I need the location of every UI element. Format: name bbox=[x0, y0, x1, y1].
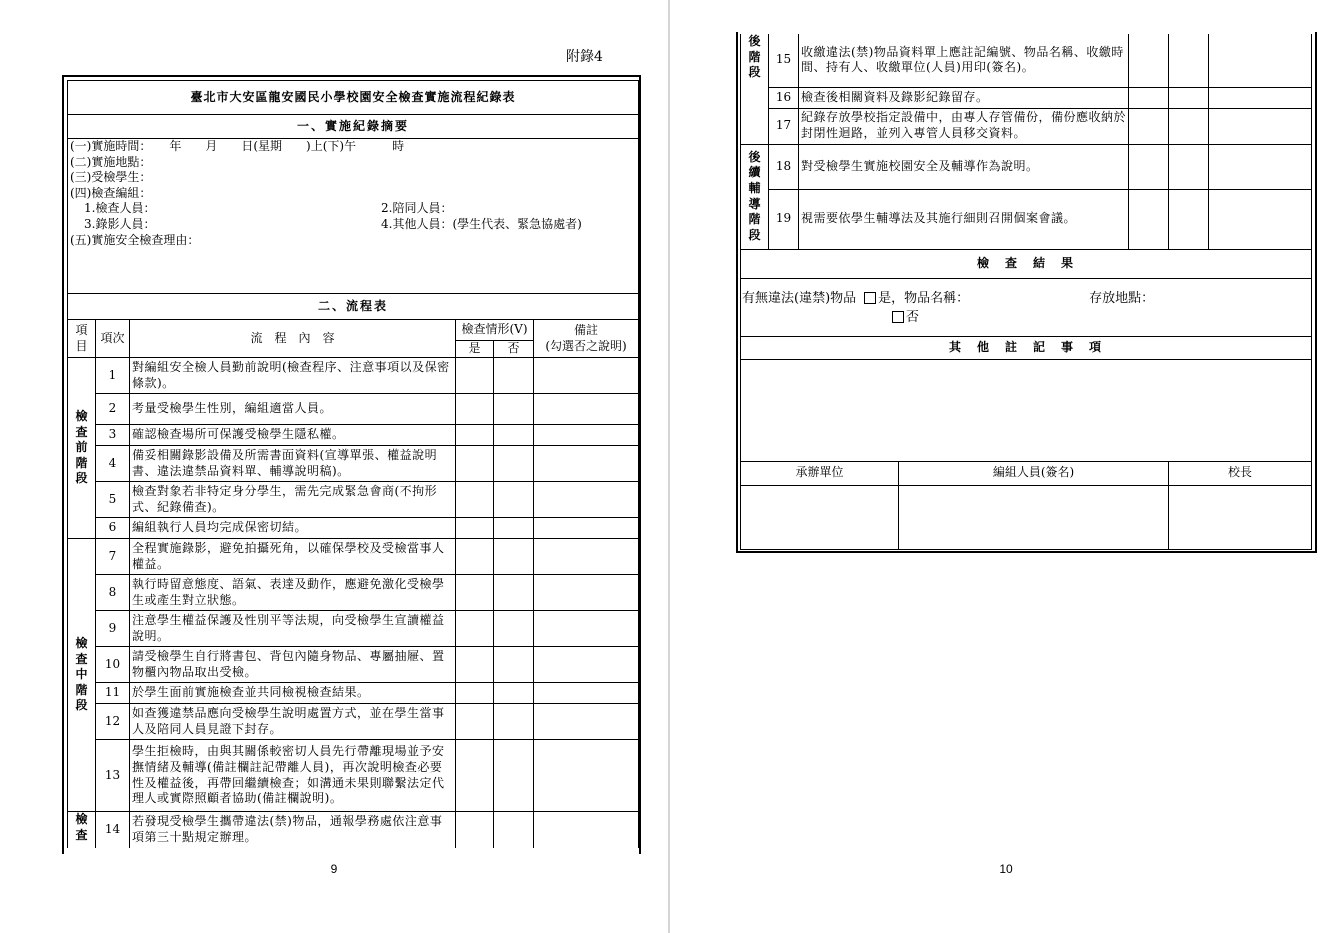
remark-cell[interactable] bbox=[534, 482, 639, 518]
check-yes-cell[interactable] bbox=[456, 518, 494, 539]
remark-cell[interactable] bbox=[534, 446, 639, 482]
header-remark: 備註 (勾選否之說明) bbox=[534, 320, 639, 358]
row-content: 編組執行人員均完成保密切結。 bbox=[130, 518, 456, 539]
row-content: 注意學生權益保護及性別平等法規，向受檢學生宣讀權益說明。 bbox=[130, 611, 456, 647]
row-content: 於學生面前實施檢查並共同檢視檢查結果。 bbox=[130, 683, 456, 704]
remark-cell[interactable] bbox=[1209, 34, 1312, 87]
check-no-cell[interactable] bbox=[1169, 34, 1209, 87]
check-yes-cell[interactable] bbox=[1129, 144, 1169, 189]
page-number-left: 9 bbox=[330, 862, 338, 876]
check-no-cell[interactable] bbox=[494, 683, 534, 704]
row-number: 7 bbox=[96, 539, 130, 575]
row-number: 15 bbox=[769, 34, 799, 87]
record-form-left bbox=[67, 80, 639, 848]
page-number-right: 10 bbox=[999, 862, 1013, 876]
check-no-cell[interactable] bbox=[494, 425, 534, 446]
info-companion: 2.陪同人員： bbox=[381, 201, 453, 216]
check-yes-cell[interactable] bbox=[456, 482, 494, 518]
row-number: 17 bbox=[769, 108, 799, 144]
check-no-cell[interactable] bbox=[1169, 189, 1209, 249]
row-content: 學生拒檢時，由與其關係較密切人員先行帶離現場並予安撫情緒及輔導(備註欄註記帶離人員)，再次說明檢查必要性及權益後，再帶回繼續檢查；如溝通未果則聯繫法定代理人或實際照顧者協助(備註欄說明)。 bbox=[130, 740, 456, 812]
row-content: 確認檢查場所可保護受檢學生隱私權。 bbox=[130, 425, 456, 446]
sign-unit-cell[interactable] bbox=[741, 485, 899, 549]
check-no-cell[interactable] bbox=[494, 575, 534, 611]
sign-members-cell[interactable] bbox=[899, 485, 1169, 549]
row-content: 對編組安全檢人員勤前說明(檢查程序、注意事項以及保密條款)。 bbox=[130, 358, 456, 394]
check-yes-cell[interactable] bbox=[456, 611, 494, 647]
row-content: 檢查後相關資料及錄影紀錄留存。 bbox=[799, 87, 1129, 108]
remark-cell[interactable] bbox=[534, 518, 639, 539]
check-yes-cell[interactable] bbox=[456, 425, 494, 446]
result-label: 有無違法(違禁)物品 bbox=[742, 290, 857, 306]
check-no-cell[interactable] bbox=[1169, 87, 1209, 108]
page-10 bbox=[670, 0, 1338, 933]
check-no-cell[interactable] bbox=[494, 446, 534, 482]
section1-title: 一、實施紀錄摘要 bbox=[68, 115, 639, 139]
result-block bbox=[741, 278, 1312, 336]
check-yes-cell[interactable] bbox=[456, 446, 494, 482]
info-other: 4.其他人員：(學生代表、緊急協處者) bbox=[381, 216, 582, 231]
row-content: 備妥相關錄影設備及所需書面資料(宣導單張、權益說明書、違法違禁品資料單、輔導說明稿)。 bbox=[130, 446, 456, 482]
check-yes-cell[interactable] bbox=[1129, 34, 1169, 87]
row-number: 9 bbox=[96, 611, 130, 647]
row-content: 收繳違法(禁)物品資料單上應註記編號、物品名稱、收繳時間、持有人、收繳單位(人員)用印(簽名)。 bbox=[799, 34, 1129, 87]
check-yes-cell[interactable] bbox=[456, 575, 494, 611]
row-content: 對受檢學生實施校園安全及輔導作為說明。 bbox=[799, 144, 1129, 189]
info-time: (一)實施時間： 年 月 日(星期 )上(下)午 時 bbox=[70, 139, 405, 153]
row-content: 若發現受檢學生攜帶違法(禁)物品，通報學務處依注意事項第三十點規定辦理。 bbox=[130, 812, 456, 848]
info-recorder: 3.錄影人員： bbox=[84, 216, 156, 231]
row-number: 4 bbox=[96, 446, 130, 482]
remark-cell[interactable] bbox=[1209, 189, 1312, 249]
result-storage: 存放地點： bbox=[1089, 290, 1155, 306]
header-content: 流 程 內 容 bbox=[130, 320, 456, 358]
check-no-cell[interactable] bbox=[494, 611, 534, 647]
row-number: 1 bbox=[96, 358, 130, 394]
result-yes-option[interactable]: 是，物品名稱： bbox=[864, 289, 969, 308]
remark-cell[interactable] bbox=[534, 394, 639, 425]
remark-cell[interactable] bbox=[1209, 144, 1312, 189]
row-number: 18 bbox=[769, 144, 799, 189]
check-no-cell[interactable] bbox=[1169, 144, 1209, 189]
check-no-cell[interactable] bbox=[494, 394, 534, 425]
row-number: 13 bbox=[96, 740, 130, 812]
check-no-cell[interactable] bbox=[494, 812, 534, 848]
check-no-cell[interactable] bbox=[1169, 108, 1209, 144]
remark-cell[interactable] bbox=[534, 611, 639, 647]
row-content: 考量受檢學生性別，編組適當人員。 bbox=[130, 394, 456, 425]
checkbox-no[interactable] bbox=[892, 311, 904, 323]
check-no-cell[interactable] bbox=[494, 647, 534, 683]
remark-cell[interactable] bbox=[534, 575, 639, 611]
row-number: 6 bbox=[96, 518, 130, 539]
sign-principal-label: 校長 bbox=[1169, 461, 1312, 485]
row-number: 19 bbox=[769, 189, 799, 249]
check-yes-cell[interactable] bbox=[456, 683, 494, 704]
check-no-cell[interactable] bbox=[494, 482, 534, 518]
remark-cell[interactable] bbox=[534, 425, 639, 446]
sign-unit-label: 承辦單位 bbox=[741, 461, 899, 485]
appendix-label: 附錄4 bbox=[566, 49, 603, 65]
row-number: 14 bbox=[96, 812, 130, 848]
remark-cell[interactable] bbox=[534, 704, 639, 740]
remark-cell[interactable] bbox=[534, 358, 639, 394]
result-title: 檢 查 結 果 bbox=[741, 249, 1312, 278]
row-content: 紀錄存放學校指定設備中，由專人存管備份，備份應收納於封閉性迴路，並列入專管人員移交資料。 bbox=[799, 108, 1129, 144]
check-yes-cell[interactable] bbox=[456, 358, 494, 394]
check-yes-cell[interactable] bbox=[456, 812, 494, 848]
summary-block bbox=[68, 139, 639, 294]
row-number: 10 bbox=[96, 647, 130, 683]
row-number: 8 bbox=[96, 575, 130, 611]
row-content: 如查獲違禁品應向受檢學生說明處置方式，並在學生當事人及陪同人員見證下封存。 bbox=[130, 704, 456, 740]
page-9 bbox=[0, 0, 668, 933]
check-no-cell[interactable] bbox=[494, 740, 534, 812]
check-yes-cell[interactable] bbox=[456, 647, 494, 683]
check-no-cell[interactable] bbox=[494, 518, 534, 539]
stage-post-top: 檢查 bbox=[68, 812, 96, 848]
row-number: 12 bbox=[96, 704, 130, 740]
row-content: 視需要依學生輔導法及其施行細則召開個案會議。 bbox=[799, 189, 1129, 249]
result-no-option[interactable]: 否 bbox=[742, 308, 1311, 327]
check-yes-cell[interactable] bbox=[1129, 189, 1169, 249]
stage-pre: 檢查前階段 bbox=[68, 358, 96, 539]
row-number: 5 bbox=[96, 482, 130, 518]
header-no: 否 bbox=[494, 341, 534, 358]
info-reason: (五)實施安全檢查理由： bbox=[70, 232, 200, 247]
stage-mid: 檢查中階段 bbox=[68, 539, 96, 812]
check-yes-cell[interactable] bbox=[456, 704, 494, 740]
remark-cell[interactable] bbox=[534, 683, 639, 704]
check-no-cell[interactable] bbox=[494, 358, 534, 394]
check-yes-cell[interactable] bbox=[1129, 87, 1169, 108]
info-student: (三)受檢學生： bbox=[70, 170, 152, 185]
row-content: 檢查對象若非特定身分學生，需先完成緊急會商(不拘形式、紀錄備查)。 bbox=[130, 482, 456, 518]
record-form-right bbox=[740, 34, 1312, 550]
remark-cell[interactable] bbox=[1209, 108, 1312, 144]
remark-cell[interactable] bbox=[534, 539, 639, 575]
info-team: (四)檢查編組： bbox=[70, 185, 152, 200]
header-item: 項目 bbox=[68, 320, 96, 358]
notes-area[interactable] bbox=[741, 359, 1312, 461]
check-yes-cell[interactable] bbox=[1129, 108, 1169, 144]
checkbox-yes[interactable] bbox=[864, 292, 876, 304]
sign-principal-cell[interactable] bbox=[1169, 485, 1312, 549]
row-number: 16 bbox=[769, 87, 799, 108]
info-inspector: 1.檢查人員： bbox=[84, 201, 156, 216]
header-seq: 項次 bbox=[96, 320, 130, 358]
row-content: 全程實施錄影，避免拍攝死角，以確保學校及受檢當事人權益。 bbox=[130, 539, 456, 575]
section2-title: 二、流程表 bbox=[68, 294, 639, 320]
remark-cell[interactable] bbox=[534, 812, 639, 848]
remark-cell[interactable] bbox=[534, 647, 639, 683]
row-content: 執行時留意態度、語氣、表達及動作，應避免激化受檢學生或產生對立狀態。 bbox=[130, 575, 456, 611]
stage-followup: 後續輔導階段 bbox=[741, 144, 769, 249]
sign-members-label: 編組人員(簽名) bbox=[899, 461, 1169, 485]
remark-cell[interactable] bbox=[534, 740, 639, 812]
form-title: 臺北市大安區龍安國民小學校園安全檢查實施流程紀錄表 bbox=[68, 81, 639, 115]
stage-post: 後階段 bbox=[741, 34, 769, 144]
check-yes-cell[interactable] bbox=[456, 394, 494, 425]
check-yes-cell[interactable] bbox=[456, 539, 494, 575]
row-number: 11 bbox=[96, 683, 130, 704]
info-place: (二)實施地點： bbox=[70, 154, 152, 169]
row-number: 3 bbox=[96, 425, 130, 446]
remark-cell[interactable] bbox=[1209, 87, 1312, 108]
notes-title: 其 他 註 記 事 項 bbox=[741, 336, 1312, 359]
header-yes: 是 bbox=[456, 341, 494, 358]
check-no-cell[interactable] bbox=[494, 539, 534, 575]
check-no-cell[interactable] bbox=[494, 704, 534, 740]
header-check: 檢查情形(V) bbox=[456, 320, 534, 341]
check-yes-cell[interactable] bbox=[456, 740, 494, 812]
row-content: 請受檢學生自行將書包、背包內隨身物品、專屬抽屜、置物櫃內物品取出受檢。 bbox=[130, 647, 456, 683]
row-number: 2 bbox=[96, 394, 130, 425]
